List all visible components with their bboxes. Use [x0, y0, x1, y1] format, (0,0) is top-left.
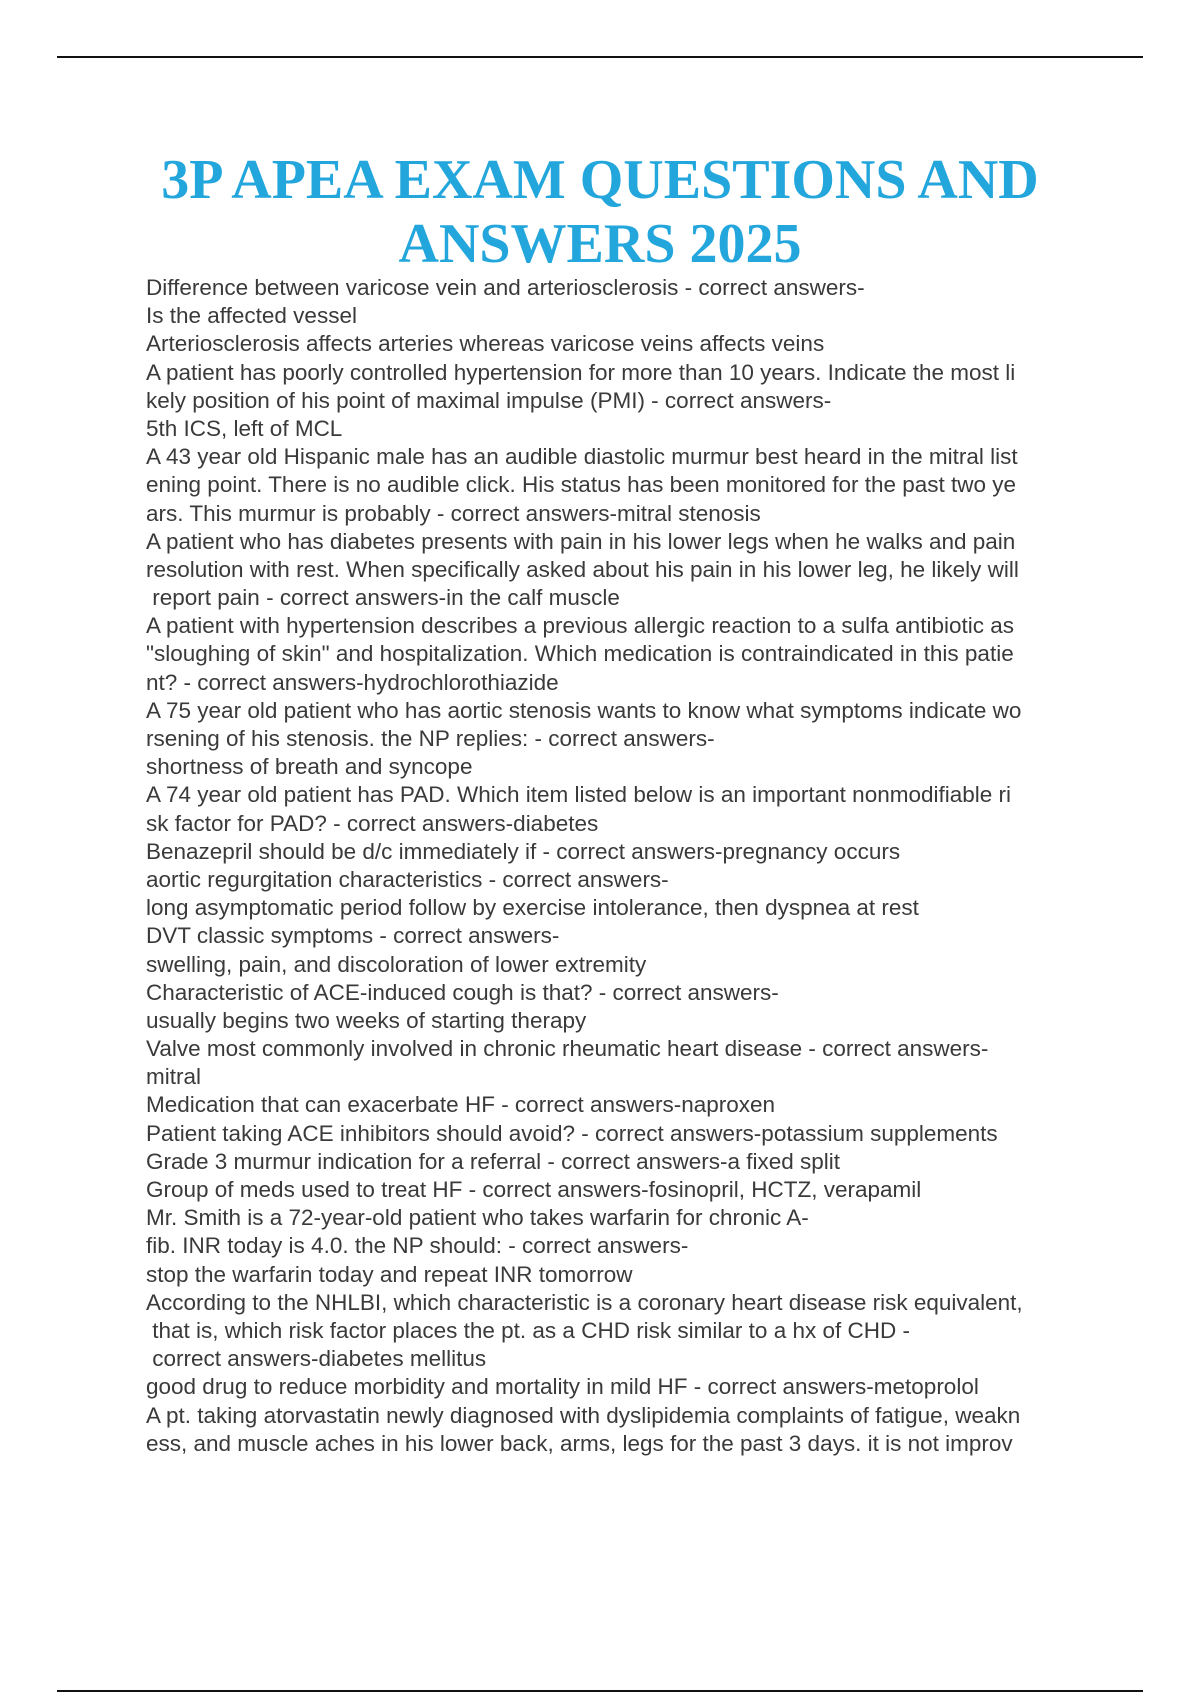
- document-body: [146, 274, 1096, 1458]
- text-line: fib. INR today is 4.0. the NP should: - correct answers-: [146, 1233, 689, 1259]
- text-line: resolution with rest. When specifically asked about his pain in his lower leg, he likely will: [146, 556, 1019, 582]
- text-line: A pt. taking atorvastatin newly diagnosed with dyslipidemia complaints of fatigue, weakn: [146, 1402, 1021, 1428]
- text-line: long asymptomatic period follow by exercise intolerance, then dyspnea at rest: [146, 895, 919, 921]
- text-line: nt? - correct answers-hydrochlorothiazide: [146, 669, 559, 695]
- text-line: good drug to reduce morbidity and mortality in mild HF - correct answers-metoprolol: [146, 1374, 979, 1400]
- text-line: 5th ICS, left of MCL: [146, 415, 343, 441]
- title-line-1: 3P APEA EXAM QUESTIONS AND: [161, 149, 1039, 211]
- text-line: Characteristic of ACE-induced cough is that? - correct answers-: [146, 979, 779, 1005]
- text-line: report pain - correct answers-in the calf muscle: [146, 585, 620, 611]
- text-line: stop the warfarin today and repeat INR tomorrow: [146, 1261, 633, 1287]
- text-line: "sloughing of skin" and hospitalization. Which medication is contraindicated in this patie: [146, 641, 1014, 667]
- text-line: sk factor for PAD? - correct answers-diabetes: [146, 810, 599, 836]
- text-line: mitral: [146, 1064, 201, 1090]
- text-line: Grade 3 murmur indication for a referral - correct answers-a fixed split: [146, 1148, 840, 1174]
- bottom-divider: [57, 1690, 1143, 1692]
- text-line: ars. This murmur is probably - correct answers-mitral stenosis: [146, 500, 761, 526]
- text-line: Is the affected vessel: [146, 303, 357, 329]
- text-line: DVT classic symptoms - correct answers-: [146, 923, 560, 949]
- page-title: [57, 148, 1143, 276]
- text-line: ening point. There is no audible click. His status has been monitored for the past two ye: [146, 472, 1017, 498]
- text-line: correct answers-diabetes mellitus: [146, 1346, 487, 1372]
- text-line: Valve most commonly involved in chronic rheumatic heart disease - correct answers-: [146, 1036, 989, 1062]
- text-line: aortic regurgitation characteristics - correct answers-: [146, 866, 669, 892]
- text-line: A patient who has diabetes presents with pain in his lower legs when he walks and pain: [146, 528, 1016, 554]
- text-line: ess, and muscle aches in his lower back, arms, legs for the past 3 days. it is not improv: [146, 1430, 1013, 1456]
- text-line: According to the NHLBI, which characteristic is a coronary heart disease risk equivalent,: [146, 1289, 1023, 1315]
- text-line: Group of meds used to treat HF - correct answers-fosinopril, HCTZ, verapamil: [146, 1177, 922, 1202]
- text-line: Difference between varicose vein and arteriosclerosis - correct answers-: [146, 275, 865, 300]
- text-line: Benazepril should be d/c immediately if - correct answers-pregnancy occurs: [146, 838, 901, 864]
- text-line: Patient taking ACE inhibitors should avoid? - correct answers-potassium supplements: [146, 1120, 998, 1146]
- text-line: Medication that can exacerbate HF - correct answers-naproxen: [146, 1092, 776, 1118]
- text-line: shortness of breath and syncope: [146, 754, 473, 780]
- text-line: A 74 year old patient has PAD. Which item listed below is an important nonmodifiable ri: [146, 782, 1012, 808]
- text-line: Arteriosclerosis affects arteries whereas varicose veins affects veins: [146, 331, 825, 357]
- text-line: that is, which risk factor places the pt. as a CHD risk similar to a hx of CHD -: [146, 1317, 910, 1343]
- text-line: A 75 year old patient who has aortic stenosis wants to know what symptoms indicate wo: [146, 697, 1022, 723]
- text-line: usually begins two weeks of starting therapy: [146, 1007, 587, 1033]
- text-line: A patient has poorly controlled hypertension for more than 10 years. Indicate the most li: [146, 359, 1016, 385]
- text-line: Mr. Smith is a 72-year-old patient who takes warfarin for chronic A-: [146, 1205, 809, 1231]
- text-line: rsening of his stenosis. the NP replies: - correct answers-: [146, 726, 715, 751]
- text-line: swelling, pain, and discoloration of lower extremity: [146, 951, 647, 977]
- text-line: kely position of his point of maximal impulse (PMI) - correct answers-: [146, 387, 832, 413]
- text-line: A 43 year old Hispanic male has an audible diastolic murmur best heard in the mitral list: [146, 444, 1018, 470]
- top-divider: [57, 56, 1143, 58]
- title-line-2: ANSWERS 2025: [398, 213, 802, 275]
- text-line: A patient with hypertension describes a previous allergic reaction to a sulfa antibiotic as: [146, 613, 1014, 639]
